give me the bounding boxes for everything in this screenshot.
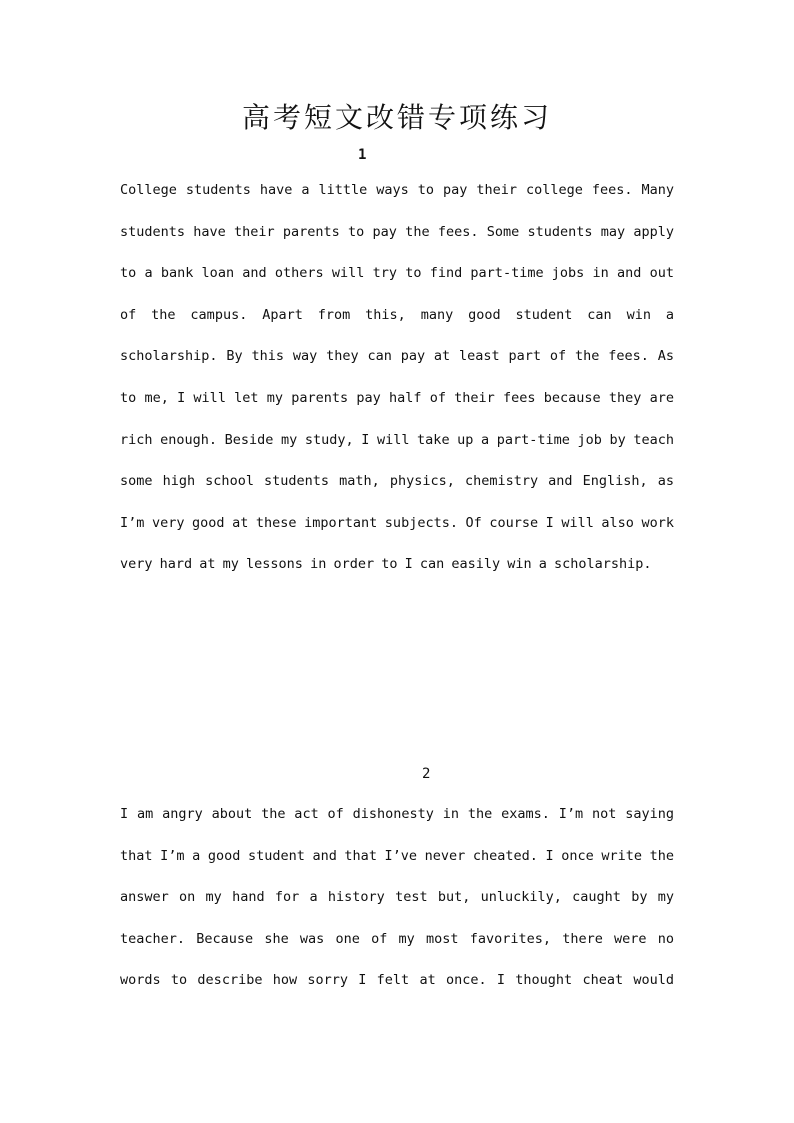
passage-line: to me, I will let my parents pay half of their fees because they are xyxy=(120,389,674,406)
passage-line: some high school students math, physics, chemistry and English, as xyxy=(120,473,674,490)
passage-1 xyxy=(120,170,674,586)
passage-line: to a bank loan and others will try to find part-time jobs in and out xyxy=(120,265,674,282)
passage-line: scholarship. By this way they can pay at least part of the fees. As xyxy=(120,348,674,365)
section-number-2: 2 xyxy=(422,766,431,782)
passage-line: students have their parents to pay the fees. Some students may apply xyxy=(120,223,674,240)
passage-line: that I’m a good student and that I’ve never cheated. I once write the xyxy=(120,847,674,864)
passage-line: answer on my hand for a history test but, unluckily, caught by my xyxy=(120,889,674,906)
passage-line: rich enough. Beside my study, I will take up a part-time job by teach xyxy=(120,431,674,448)
passage-line: teacher. Because she was one of my most favorites, there were no xyxy=(120,930,674,947)
passage-line: I am angry about the act of dishonesty in the exams. I’m not saying xyxy=(120,806,674,822)
passage-line: I’m very good at these important subjects. Of course I will also work xyxy=(120,514,674,531)
page-title: 高考短文改错专项练习 xyxy=(241,101,552,134)
passage-line: College students have a little ways to pay their college fees. Many xyxy=(120,182,674,198)
passage-2 xyxy=(120,794,674,1002)
section-number-1: 1 xyxy=(358,147,367,163)
passage-line: very hard at my lessons in order to I can easily win a scholarship. xyxy=(120,556,652,573)
passage-line: of the campus. Apart from this, many good student can win a xyxy=(120,306,674,323)
passage-line: words to describe how sorry I felt at once. I thought cheat would xyxy=(120,972,674,989)
